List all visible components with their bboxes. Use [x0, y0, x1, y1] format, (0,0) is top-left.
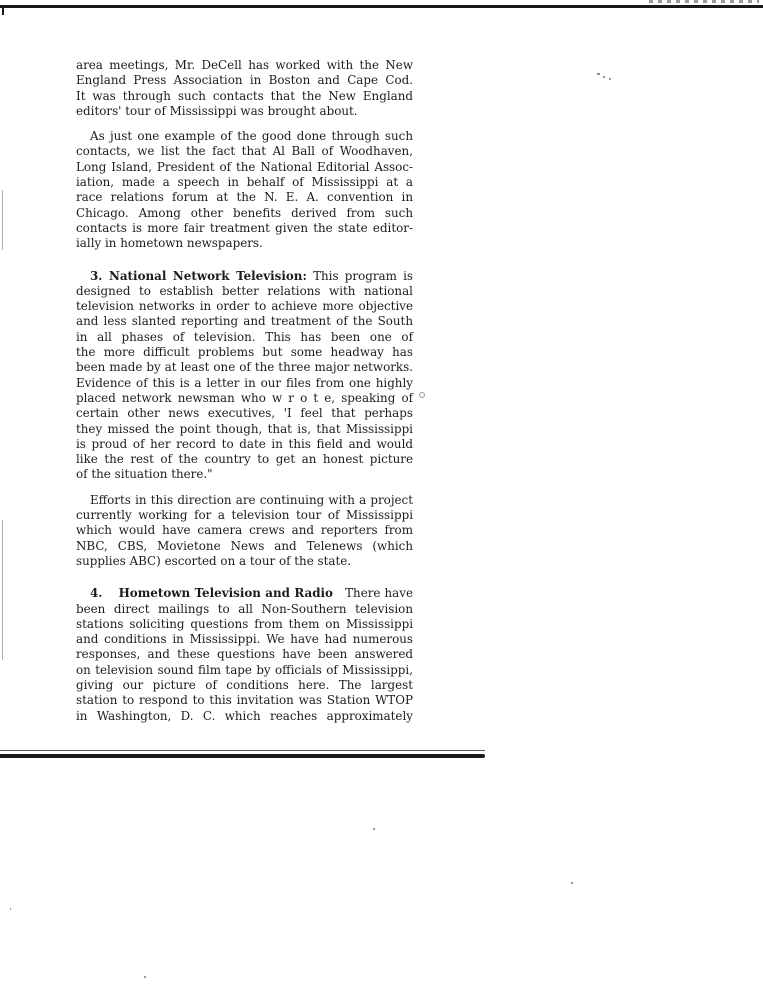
top-rule-tick: [2, 5, 4, 15]
text-line: they missed the point though, that is, that Mississippi: [76, 421, 413, 436]
text-line: England Press Association in Boston and Cape Cod.: [76, 73, 413, 88]
text-line: placed network newsman who w r o t e, speaking of: [76, 390, 413, 405]
paragraph-3: [76, 269, 413, 483]
scan-speck: [144, 976, 146, 978]
text-line: NBC, CBS, Movietone News and Telenews (which: [76, 538, 413, 553]
text-line: the more difficult problems but some headway has: [76, 345, 413, 360]
bottom-rule: [0, 754, 485, 758]
text-line: currently working for a television tour of Mississippi: [76, 508, 413, 523]
text-line: stations soliciting questions from them on Mississippi: [76, 616, 413, 631]
text-line: 3. National Network Television: This program is: [90, 268, 413, 283]
scan-speck: [603, 76, 605, 78]
scan-speck: [609, 78, 611, 80]
text-line: which would have camera crews and reporters from: [76, 523, 413, 538]
scan-speck: [419, 392, 425, 398]
text-line: area meetings, Mr. DeCell has worked with the New: [76, 58, 413, 72]
text-line: is proud of her record to date in this field and would: [76, 436, 413, 451]
text-line: certain other news executives, 'I feel that perhaps: [76, 406, 413, 421]
text-line: and conditions in Mississippi. We have had numerous: [76, 632, 413, 647]
text-line: in all phases of television. This has been one of: [76, 329, 413, 344]
text-line: editors' tour of Mississippi was brought about.: [76, 103, 358, 118]
text-line: Efforts in this direction are continuing with a project: [90, 492, 413, 507]
text-line: contacts, we list the fact that Al Ball of Woodhaven,: [76, 144, 413, 159]
text-line: been made by at least one of the three major networks.: [76, 360, 413, 375]
text-line: It was through such contacts that the New England: [76, 88, 413, 103]
paragraph-1: [76, 58, 413, 119]
text-line: iation, made a speech in behalf of Mississippi at a: [76, 175, 413, 190]
text-line: Evidence of this is a letter in our files from one highly: [76, 375, 413, 390]
paragraph-4: [76, 493, 413, 569]
left-edge-mark: [2, 190, 3, 250]
scan-speck: [373, 828, 375, 830]
text-line: Chicago. Among other benefits derived from such: [76, 205, 413, 220]
left-edge-mark: [2, 520, 3, 660]
text-line: ially in hometown newspapers.: [76, 236, 263, 251]
section-heading-3: 3. National Network Television:: [90, 268, 307, 283]
top-edge-marks: [649, 0, 759, 3]
text-line: television networks in order to achieve more objective: [76, 299, 413, 314]
text-line: race relations forum at the N. E. A. convention in: [76, 190, 413, 205]
text-line: of the situation there.": [76, 467, 213, 482]
scan-speck: [571, 882, 573, 884]
bottom-rule-thin: [0, 750, 485, 751]
text-line: been direct mailings to all Non-Southern television: [76, 601, 413, 616]
text-line: responses, and these questions have been answered: [76, 647, 413, 662]
text-line: giving our picture of conditions here. The largest: [76, 677, 413, 692]
section-number-4: 4.: [90, 586, 103, 601]
paragraph-5: [76, 586, 413, 724]
text-line: and less slanted reporting and treatment of the South: [76, 314, 413, 329]
scan-speck: [10, 908, 11, 910]
text-line: on television sound film tape by officials of Mississippi,: [76, 662, 413, 677]
text-line: in Washington, D. C. which reaches approximately: [76, 708, 413, 723]
text-line: 4. Hometown Television and Radio There have: [90, 586, 413, 601]
text-line: contacts is more fair treatment given the state editor-: [76, 220, 413, 235]
top-rule: [0, 5, 763, 8]
text-line: designed to establish better relations with national: [76, 283, 413, 298]
text-column: [76, 58, 413, 724]
text-line: station to respond to this invitation was Station WTOP: [76, 693, 413, 708]
text-line: Long Island, President of the National Editorial Assoc-: [76, 159, 413, 174]
section-heading-4: Hometown Television and Radio: [118, 586, 333, 601]
text-line: like the rest of the country to get an honest picture: [76, 452, 413, 467]
text-line: supplies ABC) escorted on a tour of the state.: [76, 553, 352, 568]
text-line: As just one example of the good done through such: [90, 129, 413, 144]
scan-speck: [597, 73, 600, 75]
paragraph-2: [76, 129, 413, 251]
